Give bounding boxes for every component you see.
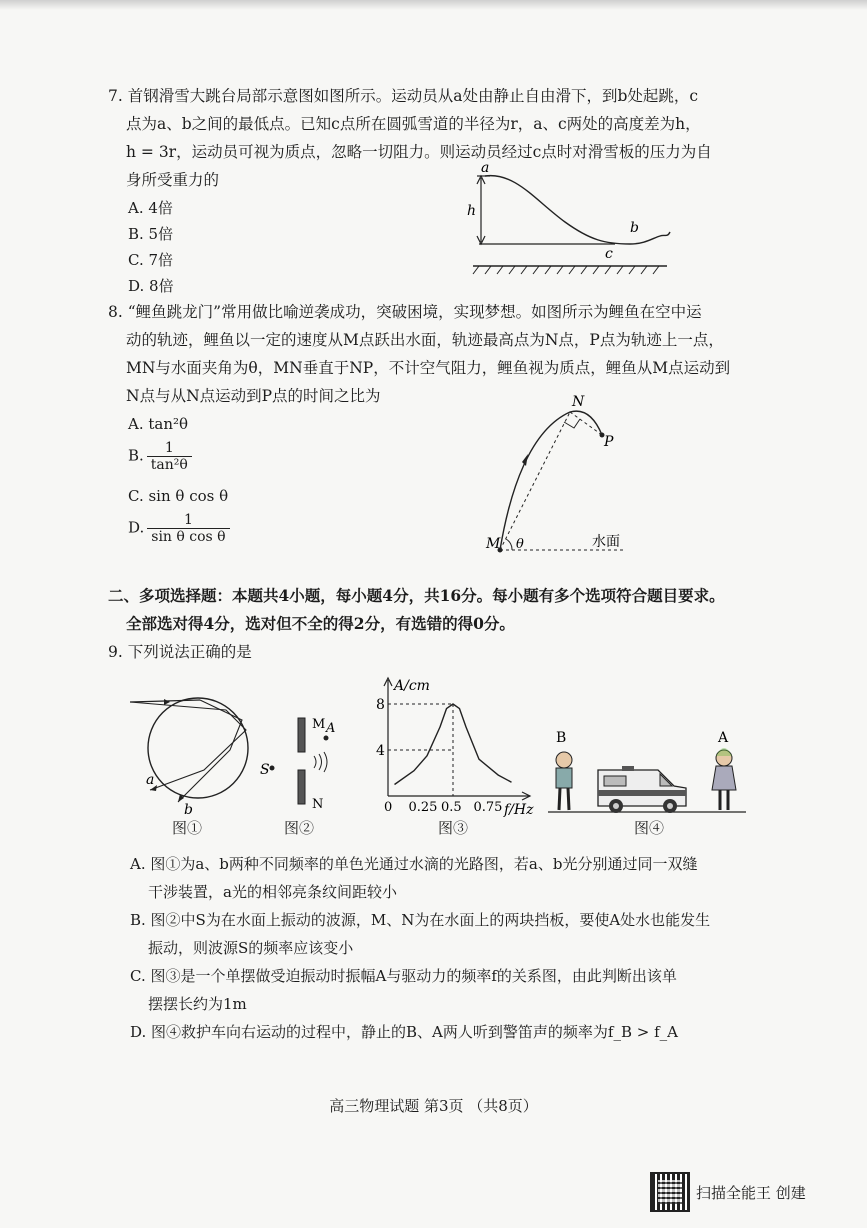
q9-option-d: D. 图④救护车向右运动的过程中，静止的B、A两人听到警笛声的频率为f_B > f_A [130, 1023, 678, 1041]
q8-label-n: N [572, 394, 585, 410]
q8-label-water: 水面 [592, 534, 620, 550]
q9-option-b-line-2: 振动，则波源S的频率应该变小 [148, 939, 354, 957]
q9-option-c-line-1: C. 图③是一个单摆做受迫振动时振幅A与驱动力的频率f的关系图，由此判断出该单 [130, 967, 677, 985]
q9-fig3-resonance-chart [370, 672, 540, 817]
q8-line-4: N点与从N点运动到P点的时间之比为 [126, 387, 381, 405]
person-a-icon [712, 748, 736, 810]
q9-fig3-caption: 图③ [438, 819, 469, 837]
q9-fig1-water-drop [130, 690, 260, 820]
x-tick-label-0.5: 0.5 [441, 800, 462, 815]
q8-option-a: A. tan²θ [128, 415, 189, 433]
q9-option-a-line-2: 干涉装置，a光的相邻亮条纹间距较小 [148, 883, 397, 901]
q9-fig4-ambulance [548, 726, 748, 818]
q8-line-1: 8. “鲤鱼跳龙门”常用做比喻逆袭成功，突破困境，实现梦想。如图所示为鲤鱼在空中运 [108, 303, 702, 321]
q9-fig2-label-n: N [312, 797, 324, 812]
ambulance-icon [598, 766, 686, 813]
q9-fig2-label-m: M [312, 717, 326, 732]
q7-line-3: h = 3r，运动员可视为质点，忽略一切阻力。则运动员经过c点时对滑雪板的压力为自 [126, 143, 712, 161]
chart-xlabel: f/Hz [504, 802, 534, 817]
q7-label-c: c [605, 246, 613, 262]
y-tick-label-8: 8 [376, 697, 385, 713]
chart-ylabel: A/cm [394, 678, 430, 694]
q7-label-h: h [467, 203, 477, 219]
q9-fig4-caption: 图④ [634, 819, 665, 837]
q8-line-3: MN与水面夹角为θ，MN垂直于NP，不计空气阻力，鲤鱼视为质点，鲤鱼从M点运动到 [126, 359, 731, 377]
q8-option-d: D. $\frac{1}{\text{sin θ cos θ}}$ [128, 512, 230, 545]
q9-fig2-label-a: A [326, 721, 336, 736]
page-footer: 高三物理试题 第3页 （共8页） [329, 1097, 538, 1115]
q9-option-b-line-1: B. 图②中S为在水面上振动的波源，M、N为在水面上的两块挡板，要使A处水也能发生 [130, 911, 711, 929]
q7-option-a: A. 4倍 [128, 199, 173, 217]
x-tick-label-0.25: 0.25 [408, 800, 438, 815]
q7-option-b: B. 5倍 [128, 225, 174, 243]
q9-fig1-label-b: b [184, 802, 193, 818]
q9-option-c-line-2: 摆摆长约为1m [148, 995, 247, 1013]
qr-code-icon [650, 1172, 690, 1212]
q8-carp-trajectory-figure [470, 390, 640, 560]
q8-line-2: 动的轨迹，鲤鱼以一定的速度从M点跃出水面，轨迹最高点为N点，P点为轨迹上一点， [126, 331, 724, 349]
scan-edge [0, 0, 867, 10]
q7-label-a: a [481, 160, 490, 176]
q8-label-m: M [486, 536, 501, 552]
q9-fig1-label-a: a [146, 772, 155, 788]
q9-fig2-caption: 图② [284, 819, 315, 837]
q9-fig2-label-s: S [260, 762, 270, 778]
q9-fig4-label-b: B [556, 730, 567, 746]
q7-line-4: 身所受重力的 [126, 171, 220, 189]
q7-ski-jump-figure [455, 160, 685, 280]
q7-line-1: 7. 首钢滑雪大跳台局部示意图如图所示。运动员从a处由静止自由滑下，到b处起跳，c [108, 87, 699, 105]
q8-option-c: C. sin θ cos θ [128, 487, 229, 505]
q7-option-d: D. 8倍 [128, 277, 174, 295]
q9-fig4-label-a: A [718, 730, 729, 746]
q7-label-b: b [630, 220, 639, 236]
y-tick-label-4: 4 [376, 743, 385, 759]
q9-stem: 9. 下列说法正确的是 [108, 643, 252, 661]
q9-fig2-slit [256, 712, 346, 812]
section2-line-1: 二、多项选择题：本题共4小题，每小题4分，共16分。每小题有多个选项符合题目要求。 [108, 586, 725, 605]
x-tick-label-0: 0 [384, 800, 393, 815]
person-b-icon [556, 752, 572, 810]
scanner-watermark [650, 1172, 806, 1212]
q8-label-theta: θ [516, 537, 524, 552]
q9-fig1-caption: 图① [172, 819, 203, 837]
x-tick-label-0.75: 0.75 [473, 800, 503, 815]
q9-option-a-line-1: A. 图①为a、b两种不同频率的单色光通过水滴的光路图，若a、b光分别通过同一双缝 [130, 855, 698, 873]
q8-option-b: B. $\frac{1}{\text{tan²θ}}$ [128, 440, 192, 473]
section2-line-2: 全部选对得4分，选对但不全的得2分，有选错的得0分。 [126, 614, 515, 633]
q7-option-c: C. 7倍 [128, 251, 174, 269]
scanner-text: 扫描全能王 创建 [696, 1183, 806, 1202]
q7-line-2: 点为a、b之间的最低点。已知c点所在圆弧雪道的半径为r，a、c两处的高度差为h， [126, 115, 701, 133]
q8-label-p: P [604, 434, 614, 450]
